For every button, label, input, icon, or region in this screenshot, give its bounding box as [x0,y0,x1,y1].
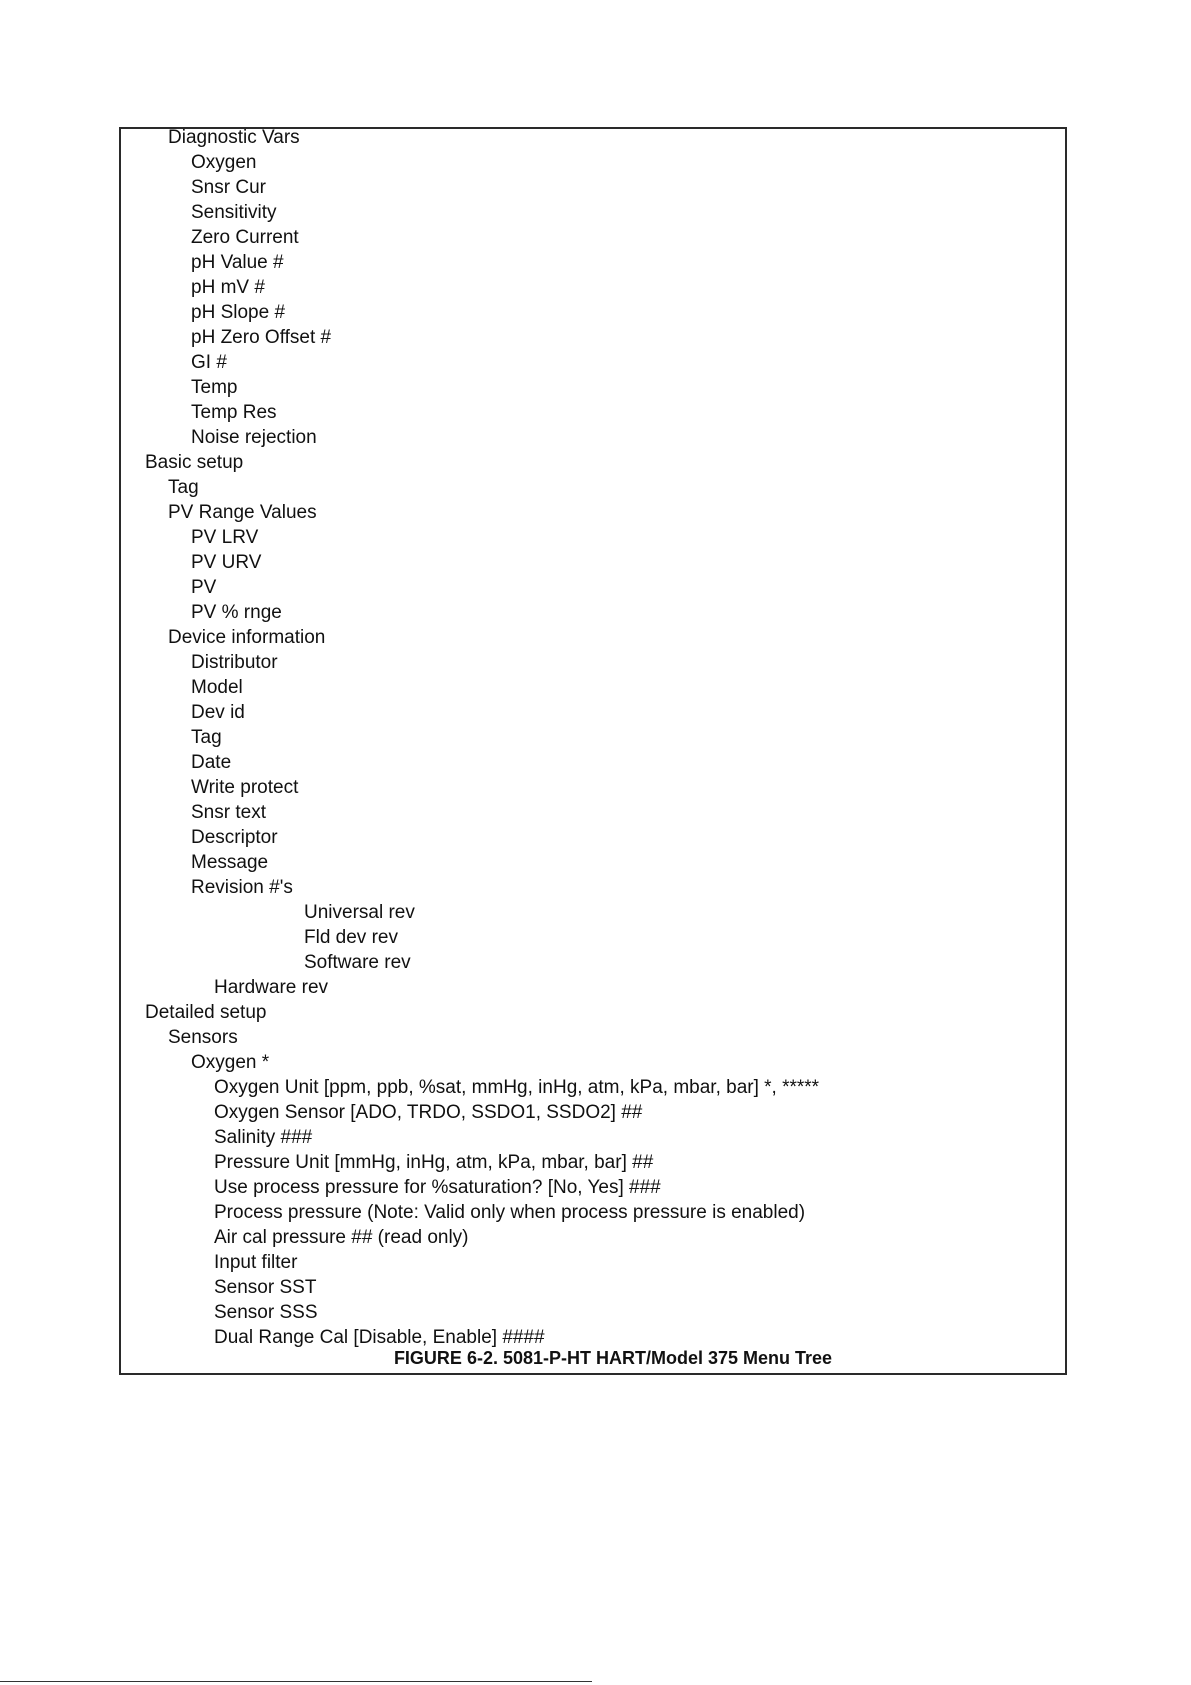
tree-item-detailed-setup: Detailed setup [145,1002,267,1023]
tree-item-diagnostic-vars: Diagnostic Vars [168,127,300,148]
tree-item-dual-range-cal: Dual Range Cal [Disable, Enable] #### [214,1327,545,1348]
tree-item-sensors: Sensors [168,1027,238,1048]
tree-item-noise-rejection: Noise rejection [191,427,317,448]
tree-item-oxygen-sensor-group: Oxygen * [191,1052,270,1073]
tree-item-ph-mv: pH mV # [191,277,265,298]
tree-item-oxygen: Oxygen [191,152,257,173]
tree-item-hardware-rev: Hardware rev [214,977,329,998]
tree-item-ph-zero-offset: pH Zero Offset # [191,327,332,348]
tree-item-message: Message [191,852,269,873]
tree-item-pressure-unit: Pressure Unit [mmHg, inHg, atm, kPa, mbar, bar] ## [214,1152,654,1173]
tree-item-pv-urv: PV URV [191,552,262,573]
tree-item-use-process-pressure: Use process pressure for %saturation? [No, Yes] ### [214,1177,661,1198]
tree-item-fld-dev-rev: Fld dev rev [304,927,398,948]
figure-caption: FIGURE 6-2. 5081-P-HT HART/Model 375 Menu Tree [393,1348,833,1368]
tree-item-gi: GI # [191,352,227,373]
tree-item-device-information: Device information [168,627,326,648]
tree-item-temp-res: Temp Res [191,402,277,423]
tree-item-distributor: Distributor [191,652,278,673]
tree-item-software-rev: Software rev [304,952,411,973]
tree-item-snsr-text: Snsr text [191,802,266,823]
tree-item-tag: Tag [168,477,199,498]
tree-item-write-protect: Write protect [191,777,299,798]
tree-item-device-tag: Tag [191,727,222,748]
tree-item-date: Date [191,752,232,773]
footer-rule [0,1681,592,1682]
tree-item-ph-slope: pH Slope # [191,302,286,323]
tree-item-revisions: Revision #'s [191,877,293,898]
tree-item-basic-setup: Basic setup [145,452,244,473]
tree-item-oxygen-unit: Oxygen Unit [ppm, ppb, %sat, mmHg, inHg, atm, kPa, mbar, bar] *, ***** [214,1077,820,1098]
tree-item-temp: Temp [191,377,238,398]
tree-item-pv-lrv: PV LRV [191,527,259,548]
tree-item-oxygen-sensor: Oxygen Sensor [ADO, TRDO, SSDO1, SSDO2] ## [214,1102,643,1123]
tree-item-pv: PV [191,577,217,598]
tree-item-universal-rev: Universal rev [304,902,415,923]
tree-item-zero-current: Zero Current [191,227,299,248]
tree-item-pv-rnge: PV % rnge [191,602,282,623]
tree-item-input-filter: Input filter [214,1252,298,1273]
tree-item-model: Model [191,677,243,698]
tree-item-sensor-sss: Sensor SSS [214,1302,318,1323]
tree-item-descriptor: Descriptor [191,827,278,848]
tree-item-sensor-sst: Sensor SST [214,1277,317,1298]
tree-item-ph-value: pH Value # [191,252,284,273]
tree-item-sensitivity: Sensitivity [191,202,277,223]
tree-item-dev-id: Dev id [191,702,245,723]
tree-item-air-cal-pressure: Air cal pressure ## (read only) [214,1227,469,1248]
tree-item-pv-range-values: PV Range Values [168,502,317,523]
tree-item-snsr-cur: Snsr Cur [191,177,266,198]
tree-item-process-pressure: Process pressure (Note: Valid only when process pressure is enabled) [214,1202,806,1223]
tree-item-salinity: Salinity ### [214,1127,313,1148]
